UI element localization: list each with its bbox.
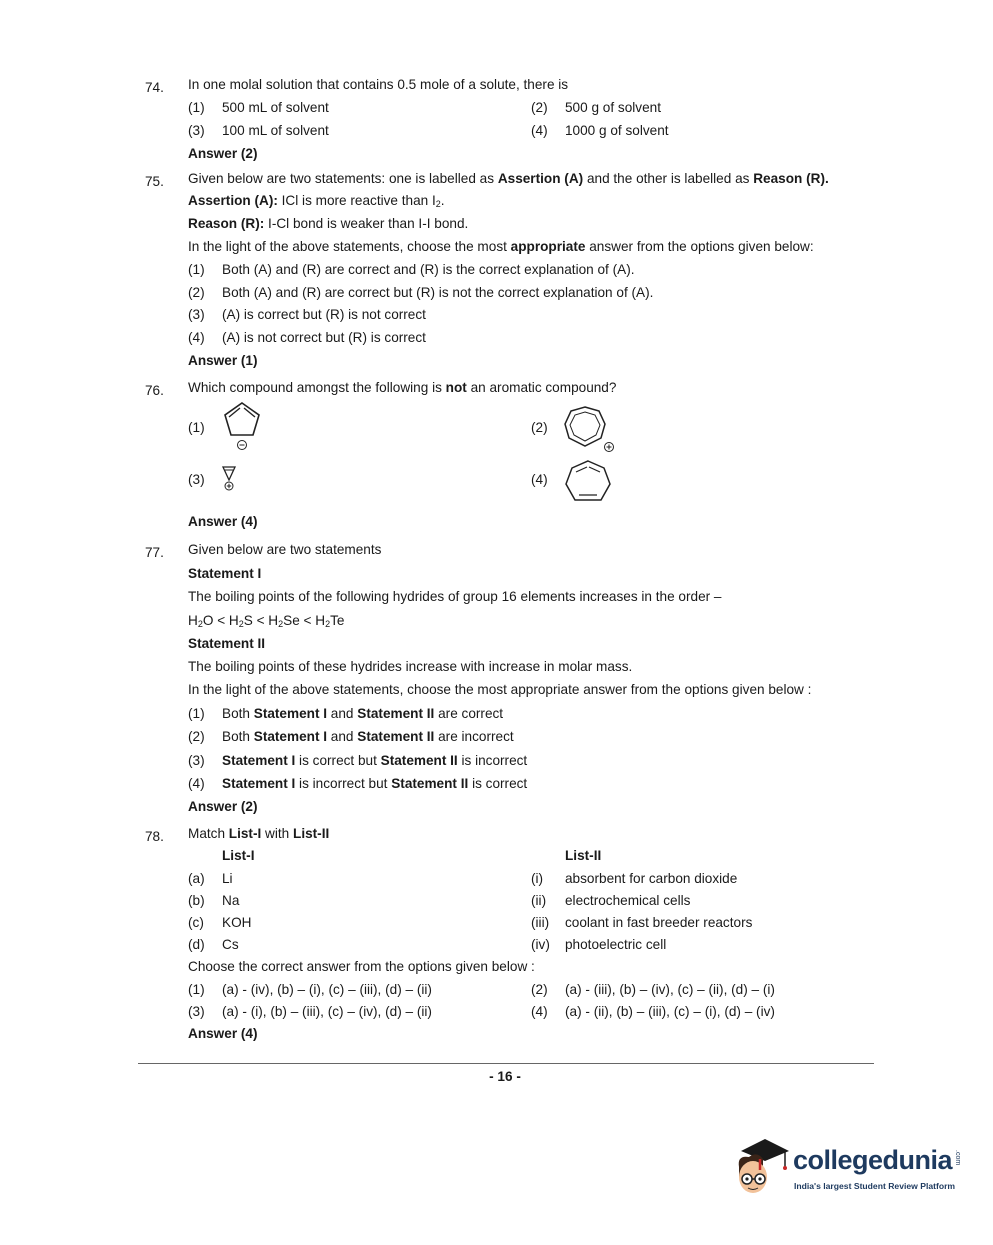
list2-item-value: electrochemical cells [565, 893, 691, 908]
q75-number: 75. [145, 174, 164, 189]
logo-tagline: India's largest Student Review Platform [794, 1181, 956, 1191]
q77-opt2-text: Both Statement I and Statement II are incorrect [222, 729, 514, 744]
list2-header: List-II [565, 848, 602, 863]
q75-opt2-text: Both (A) and (R) are correct but (R) is not the correct explanation of (A). [222, 285, 654, 300]
q75-opt1-text: Both (A) and (R) are correct and (R) is the correct explanation of (A). [222, 262, 635, 277]
q77-opt3-num: (3) [188, 753, 205, 768]
list1-item-value: Cs [222, 937, 239, 952]
list2-item-value: photoelectric cell [565, 937, 667, 952]
q75-instruction: In the light of the above statements, choose the most appropriate answer from the options given below: [188, 239, 814, 254]
q78-text: Match List-I with List-II [188, 826, 330, 841]
q74-opt2-num: (2) [531, 100, 548, 115]
q78-opt2-text: (a) - (iii), (b) – (iv), (c) – (ii), (d) – (i) [565, 982, 775, 997]
q74-text: In one molal solution that contains 0.5 mole of a solute, there is [188, 77, 569, 92]
list1-item-label: (c) [188, 915, 204, 930]
q78-opt3-text: (a) - (i), (b) – (iii), (c) – (iv), (d) – (ii) [222, 1004, 432, 1019]
cyclopropenyl-cation-structure [219, 464, 239, 494]
q74-opt4-text: 1000 g of solvent [565, 123, 669, 138]
q78-opt4-num: (4) [531, 1004, 548, 1019]
q77-statement1-label: Statement I [188, 566, 262, 581]
q76-opt3-num: (3) [188, 472, 205, 487]
list1-item-label: (d) [188, 937, 205, 952]
mascot-icon [733, 1137, 791, 1203]
q78-opt3-num: (3) [188, 1004, 205, 1019]
q77-text: Given below are two statements [188, 542, 382, 557]
q77-answer: Answer (2) [188, 799, 258, 814]
logo-domain: .com [954, 1150, 961, 1166]
list1-item-label: (a) [188, 871, 205, 886]
q75-opt2-num: (2) [188, 285, 205, 300]
page-number: - 16 - [489, 1069, 521, 1084]
q77-instruction: In the light of the above statements, choose the most appropriate answer from the options given below : [188, 682, 812, 697]
q74-opt4-num: (4) [531, 123, 548, 138]
cycloheptatriene-structure [562, 457, 614, 509]
q75-opt4-text: (A) is not correct but (R) is correct [222, 330, 426, 345]
q75-assertion: Assertion (A): ICl is more reactive than $I_2$. [188, 193, 445, 209]
list1-item-value: Li [222, 871, 233, 886]
q78-opt1-num: (1) [188, 982, 205, 997]
q77-opt4-num: (4) [188, 776, 205, 791]
q74-opt3-text: 100 mL of solvent [222, 123, 329, 138]
q75-opt3-text: (A) is correct but (R) is not correct [222, 307, 426, 322]
list2-item-label: (iii) [531, 915, 550, 930]
cyclopentadienyl-anion-structure [218, 400, 268, 456]
q76-number: 76. [145, 383, 164, 398]
q78-opt2-num: (2) [531, 982, 548, 997]
q77-number: 77. [145, 545, 164, 560]
q74-answer: Answer (2) [188, 146, 258, 161]
footer-divider [138, 1063, 874, 1064]
q78-number: 78. [145, 829, 164, 844]
q77-hydride-order: $H_2O < H_2S < H_2Se < H_2Te$ [188, 613, 345, 629]
q77-opt1-text: Both Statement I and Statement II are correct [222, 706, 504, 721]
q76-opt2-num: (2) [531, 420, 548, 435]
q77-opt2-num: (2) [188, 729, 205, 744]
q77-statement2-label: Statement II [188, 636, 266, 651]
q77-statement1-text: The boiling points of the following hydrides of group 16 elements increases in the order – [188, 589, 722, 604]
list1-item-label: (b) [188, 893, 205, 908]
q77-opt4-text: Statement I is incorrect but Statement II is correct [222, 776, 528, 791]
list2-item-label: (ii) [531, 893, 547, 908]
list2-item-value: coolant in fast breeder reactors [565, 915, 753, 930]
q76-opt1-num: (1) [188, 420, 205, 435]
list1-item-value: Na [222, 893, 240, 908]
q74-number: 74. [145, 80, 164, 95]
q75-opt3-num: (3) [188, 307, 205, 322]
q78-answer: Answer (4) [188, 1026, 258, 1041]
q75-opt4-num: (4) [188, 330, 205, 345]
q74-opt1-num: (1) [188, 100, 205, 115]
q75-opt1-num: (1) [188, 262, 205, 277]
collegedunia-logo [733, 1137, 963, 1207]
logo-wordmark: collegedunia [793, 1145, 953, 1175]
q78-opt4-text: (a) - (ii), (b) – (iii), (c) – (i), (d) – (iv) [565, 1004, 775, 1019]
list1-item-value: KOH [222, 915, 252, 930]
q77-statement2-text: The boiling points of these hydrides increase with increase in molar mass. [188, 659, 633, 674]
q76-text: Which compound amongst the following is not an aromatic compound? [188, 380, 617, 395]
tropylium-cation-structure [561, 404, 621, 456]
q74-opt1-text: 500 mL of solvent [222, 100, 329, 115]
q74-opt3-num: (3) [188, 123, 205, 138]
q78-opt1-text: (a) - (iv), (b) – (i), (c) – (iii), (d) – (ii) [222, 982, 432, 997]
q77-opt1-num: (1) [188, 706, 205, 721]
q74-opt2-text: 500 g of solvent [565, 100, 661, 115]
q77-opt3-text: Statement I is correct but Statement II is incorrect [222, 753, 528, 768]
q75-reason: Reason (R): I-Cl bond is weaker than I-I bond. [188, 216, 469, 231]
q78-instruction: Choose the correct answer from the options given below : [188, 959, 535, 974]
q76-opt4-num: (4) [531, 472, 548, 487]
list1-header: List-I [222, 848, 255, 863]
list2-item-label: (i) [531, 871, 544, 886]
list2-item-label: (iv) [531, 937, 550, 952]
q75-answer: Answer (1) [188, 353, 258, 368]
q75-intro: Given below are two statements: one is labelled as Assertion (A) and the other is labelled as Reason (R). [188, 171, 829, 186]
q76-answer: Answer (4) [188, 514, 258, 529]
list2-item-value: absorbent for carbon dioxide [565, 871, 738, 886]
